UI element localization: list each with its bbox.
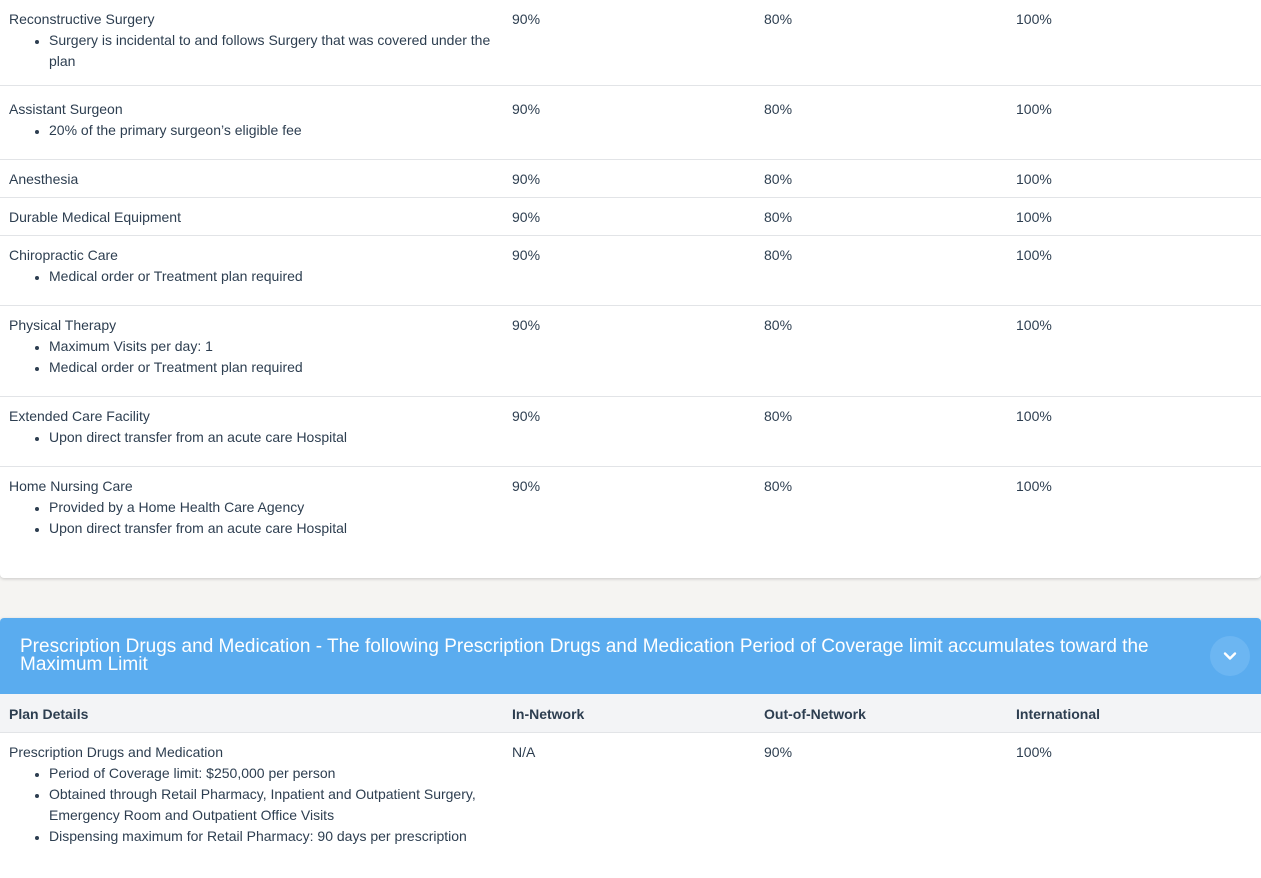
international-value: 100% — [1016, 478, 1052, 494]
benefit-notes — [9, 427, 499, 448]
international-value: 100% — [1016, 408, 1052, 424]
international-value: 100% — [1016, 744, 1052, 760]
table-row — [0, 0, 1261, 86]
benefit-note: • Period of Coverage limit: $250,000 per person — [49, 763, 499, 784]
benefit-name: Home Nursing Care — [9, 478, 133, 494]
table-row — [0, 198, 1261, 236]
in-network-value: 90% — [512, 209, 541, 225]
in-network-value: 90% — [512, 101, 541, 117]
benefit-name: Physical Therapy — [9, 317, 117, 333]
benefit-notes — [9, 30, 499, 72]
benefit-note: • Maximum Visits per day: 1 — [49, 336, 499, 357]
benefit-note: • Surgery is incidental to and follows Surgery that was covered under the plan — [49, 30, 499, 72]
table-row — [0, 160, 1261, 198]
benefit-note: • Upon direct transfer from an acute care Hospital — [49, 518, 499, 539]
in-network-value: 90% — [512, 408, 541, 424]
column-header-out-of-network: Out-of-Network — [764, 706, 866, 722]
in-network-value: 90% — [512, 317, 541, 333]
international-value: 100% — [1016, 11, 1052, 27]
table-row — [0, 467, 1261, 577]
out-of-network-value: 80% — [764, 317, 793, 333]
benefit-name: Prescription Drugs and Medication — [9, 744, 223, 760]
collapse-toggle-button[interactable] — [1210, 636, 1250, 676]
table-row — [0, 306, 1261, 397]
benefit-note: • 20% of the primary surgeon’s eligible fee — [49, 120, 499, 141]
table-row — [0, 236, 1261, 306]
column-header-international: International — [1016, 706, 1101, 722]
benefit-name: Chiropractic Care — [9, 247, 118, 263]
table-header — [0, 694, 1261, 733]
in-network-value: 90% — [512, 11, 541, 27]
table-row — [0, 397, 1261, 467]
out-of-network-value: 80% — [764, 171, 793, 187]
benefit-name: Durable Medical Equipment — [9, 209, 181, 225]
out-of-network-value: 80% — [764, 478, 793, 494]
out-of-network-value: 80% — [764, 247, 793, 263]
benefit-note: • Dispensing maximum for Retail Pharmacy: 90 days per prescription — [49, 826, 499, 847]
benefit-note: • Provided by a Home Health Care Agency — [49, 497, 499, 518]
benefit-name: Anesthesia — [9, 171, 79, 187]
chevron-down-icon — [1222, 648, 1238, 664]
benefit-name: Assistant Surgeon — [9, 101, 123, 117]
international-value: 100% — [1016, 209, 1052, 225]
column-header-in-network: In-Network — [512, 706, 585, 722]
benefit-note: • Medical order or Treatment plan required — [49, 266, 499, 287]
section-header[interactable] — [0, 618, 1261, 694]
benefit-name: Extended Care Facility — [9, 408, 150, 424]
table-row — [0, 733, 1261, 873]
in-network-value: N/A — [512, 744, 536, 760]
international-value: 100% — [1016, 247, 1052, 263]
table-row — [0, 90, 1261, 160]
column-header-plan-details: Plan Details — [9, 706, 89, 722]
benefit-note: • Obtained through Retail Pharmacy, Inpatient and Outpatient Surgery, Emergency Room and Outpatient Office Visits — [49, 784, 499, 826]
in-network-value: 90% — [512, 478, 541, 494]
benefit-notes — [9, 266, 499, 287]
out-of-network-value: 80% — [764, 101, 793, 117]
benefit-note: • Medical order or Treatment plan required — [49, 357, 499, 378]
out-of-network-value: 80% — [764, 408, 793, 424]
benefit-notes — [9, 336, 499, 378]
in-network-value: 90% — [512, 247, 541, 263]
in-network-value: 90% — [512, 171, 541, 187]
benefit-notes — [9, 120, 499, 141]
benefit-name: Reconstructive Surgery — [9, 11, 155, 27]
section-title: Prescription Drugs and Medication - The following Prescription Drugs and Medication Period of Coverage limit accumulates toward the Maximum Limit — [20, 636, 1149, 675]
out-of-network-value: 80% — [764, 11, 793, 27]
international-value: 100% — [1016, 101, 1052, 117]
prescription-section-card — [0, 618, 1261, 878]
international-value: 100% — [1016, 171, 1052, 187]
benefit-note: • Upon direct transfer from an acute care Hospital — [49, 427, 499, 448]
benefit-notes — [9, 497, 499, 539]
out-of-network-value: 90% — [764, 744, 793, 760]
international-value: 100% — [1016, 317, 1052, 333]
benefit-notes — [9, 763, 499, 847]
out-of-network-value: 80% — [764, 209, 793, 225]
